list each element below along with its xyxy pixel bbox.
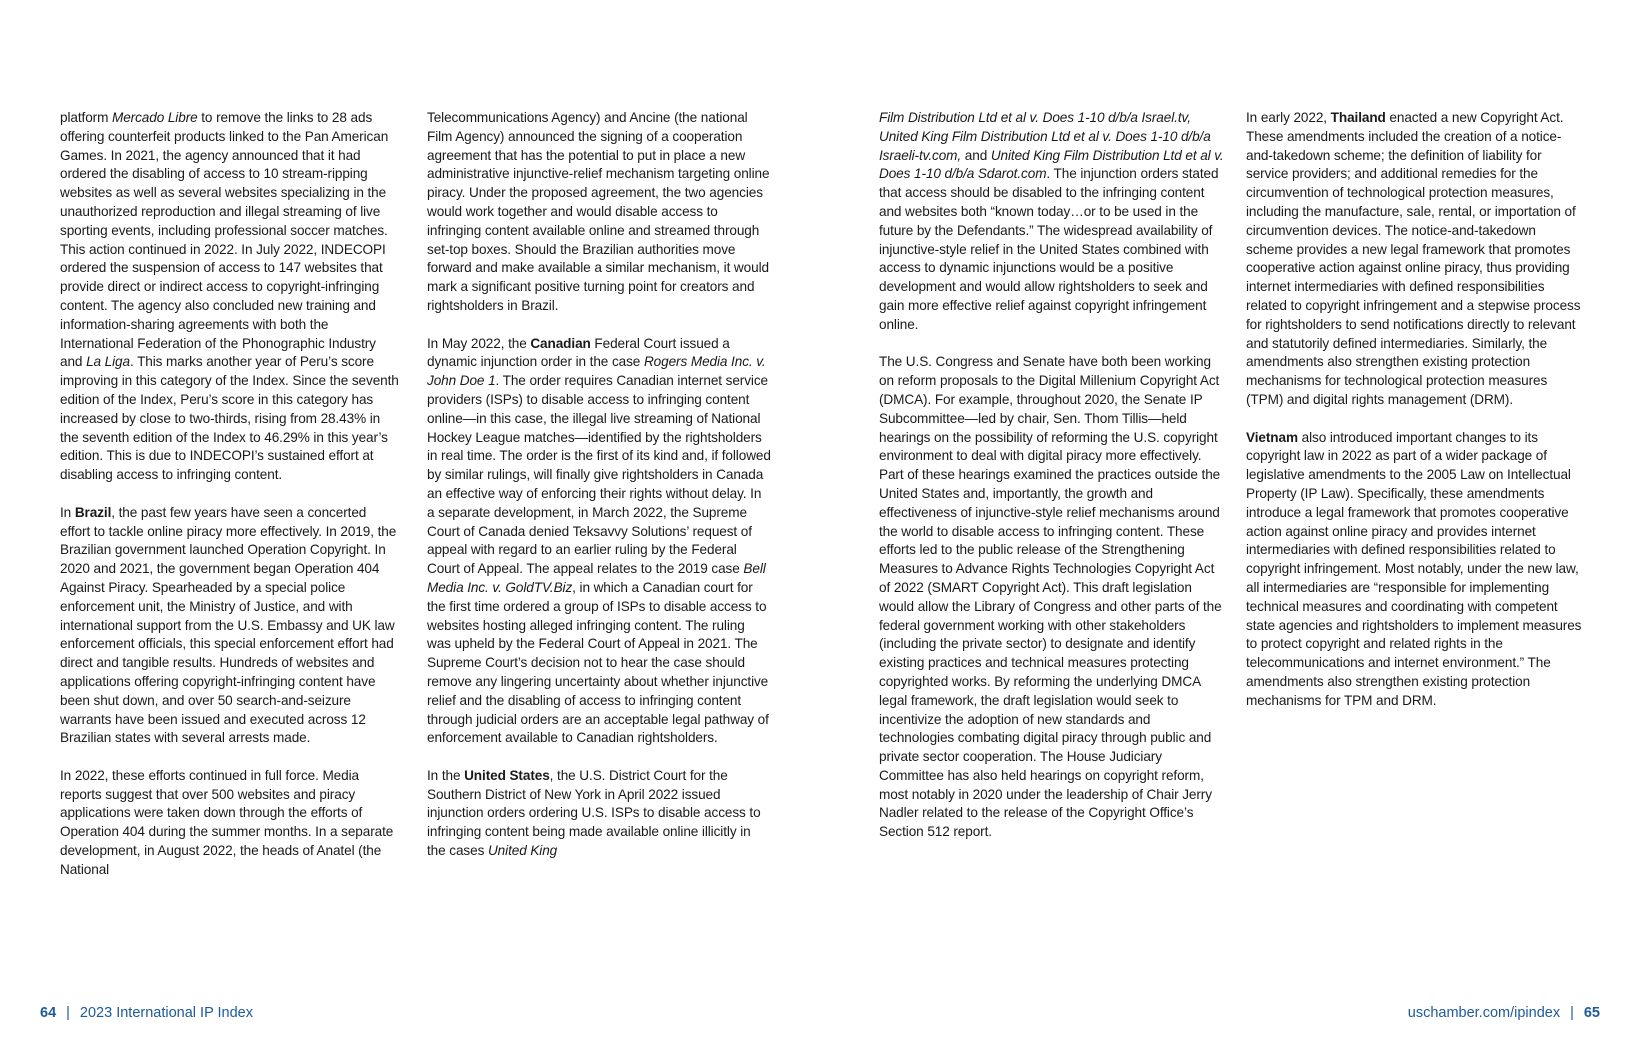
paragraph bbox=[427, 767, 772, 861]
bold-text: Vietnam bbox=[1246, 429, 1298, 445]
text-run: Telecommunications Agency) and Ancine (the national Film Agency) announced the signing of a cooperation agreement that has the potential to put in place a new administrative injunctive-relief mechanism targeting online piracy. Under the proposed agreement, the two agencies would work together and would disable access to infringing content available online and streamed through set-top boxes. Should the Brazilian authorities move forward and make available a similar mechanism, it would mark a significant positive turning point for creators and rightsholders in Brazil. bbox=[427, 110, 770, 313]
left-footer bbox=[40, 1005, 253, 1021]
text-run: . The injunction orders stated that access should be disabled to the infringing content and websites both “known today…or to be used in the future by the Defendants.” The widespread availability of injunctive-style relief in the United States combined with access to dynamic injunctions would be a positive development and would allow rightsholders to seek and gain more effective relief against copyright infringement online. bbox=[879, 166, 1219, 332]
footer-separator: | bbox=[66, 1005, 70, 1021]
bold-text: Brazil bbox=[74, 504, 112, 520]
italic-text: Bell Media Inc. v. GoldTV.Biz bbox=[427, 561, 766, 595]
right-footer bbox=[1408, 1005, 1600, 1021]
italic-text: La Liga bbox=[86, 354, 130, 370]
text-run: In bbox=[60, 504, 75, 520]
text-run: , the U.S. District Court for the Southern District of New York in April 2022 issued injunction orders ordering U.S. ISPs to disable access to infringing content being made available online illicitly in the cases bbox=[427, 767, 761, 859]
text-run: , in which a Canadian court for the first time ordered a group of ISPs to disable access to websites hosting alleged infringing content. The ruling was upheld by the Federal Court of Appeal in 2021. The Supreme Court’s decision not to hear the case should remove any lingering uncertainty about whether injunctive relief and the disabling of access to infringing content through judicial orders are an acceptable legal pathway of enforcement available to Canadian rightsholders. bbox=[427, 579, 769, 746]
page-number-left: 64 bbox=[40, 1005, 57, 1021]
bold-text: Canadian bbox=[530, 335, 591, 351]
italic-text: Rogers Media Inc. v. John Doe 1 bbox=[427, 354, 766, 389]
text-run: enacted a new Copyright Act. These amendments included the creation of a notice-and-takedown scheme; the definition of liability for service providers; and additional remedies for the circumvention of technological protection measures, including the manufacture, sale, rental, or importation of circumvention devices. The notice-and-takedown scheme provides a new legal framework that promotes cooperative action against online piracy, thus providing internet intermediaries with defined responsibilities related to copyright infringement and a stepwise process for rightsholders to send notifications directly to relevant and statutorily defined intermediaries. Similarly, the amendments also strengthen existing protection mechanisms for technological protection measures (TPM) and digital rights management (DRM). bbox=[1246, 110, 1581, 407]
text-run: In early 2022, bbox=[1246, 110, 1331, 125]
paragraph bbox=[1246, 429, 1586, 711]
text-run: and bbox=[961, 147, 991, 163]
text-run: The U.S. Congress and Senate have both been working on reform proposals to the Digital Millenium Copyright Act (DMCA). For example, throughout 2020, the Senate IP Subcommittee—led by chair, Sen. Thom Tillis—held hearings on the possibility of reforming the U.S. copyright environment to deal with digital piracy more effectively. Part of these hearings examined the practices outside the United States and, importantly, the growth and effectiveness of injunctive-style relief mechanisms around the world to disable access to infringing content. These efforts led to the public release of the Strengthening Measures to Advance Rights Technologies Copyright Act of 2022 (SMART Copyright Act). This draft legislation would allow the Library of Congress and other parts of the federal government working with other stakeholders (including the private sector) to designate and identify existing practices and technical measures protecting copyrighted works. By reforming the underlying DMCA legal framework, the draft legislation would seek to incentivize the adoption of new standards and technologies combating digital piracy through public and private sector cooperation. The House Judiciary Committee has also held hearings on copyright reform, most notably in 2020 under the leadership of Chair Jerry Nadler related to the release of the Copyright Office’s Section 512 report. bbox=[879, 354, 1222, 840]
footer-separator: | bbox=[1570, 1005, 1574, 1021]
text-run: platform bbox=[60, 110, 112, 125]
text-run: to remove the links to 28 ads offering counterfeit products linked to the Pan American Games. In 2021, the agency announced that it had ordered the disabling of access to 10 stream-ripping websites as well as several websites specializing in the unauthorized reproduction and illegal streaming of live sporting events, including professional soccer matches. This action continued in 2022. In July 2022, INDECOPI ordered the suspension of access to 147 websites that provide direct or indirect access to copyright-infringing content. The agency also concluded new training and information-sharing agreements with both the International Federation of the Phonographic Industry and bbox=[60, 110, 389, 370]
text-column-2 bbox=[427, 109, 772, 861]
italic-text: Mercado Libre bbox=[111, 110, 198, 125]
text-run: , the past few years have seen a concerted effort to tackle online piracy more effectively. In 2019, the Brazilian government launched Operation Copyright. In 2020 and 2021, the government began Operation 404 Against Piracy. Spearheaded by a special police enforcement unit, the Ministry of Justice, and with international support from the U.S. Embassy and UK law enforcement officials, this special enforcement effort had direct and tangible results. Hundreds of websites and applications offering copyright-infringing content have been shut down, and over 50 search-and-seizure warrants have been issued and executed across 12 Brazilian states with several arrests made. bbox=[60, 504, 397, 746]
paragraph bbox=[60, 109, 400, 485]
italic-text: United King Film Distribution Ltd et al v. Does 1-10 d/b/a Sdarot.com bbox=[879, 147, 1224, 182]
paragraph bbox=[1246, 109, 1586, 410]
bold-text: Thailand bbox=[1330, 110, 1386, 125]
website-url: uschamber.com/ipindex bbox=[1407, 1005, 1561, 1021]
text-run: also introduced important changes to its copyright law in 2022 as part of a wider package of legislative amendments to the 2005 Law on Intellectual Property (IP Law). Specifically, these amendments introduce a legal framework that promotes cooperative action against online piracy and provides internet intermediaries with defined responsibilities related to copyright infringement. Most notably, under the new law, all intermediaries are “responsible for implementing technical measures and coordinating with competent state agencies and rightsholders to implement measures to protect copyright and related rights in the telecommunications and internet environment.” The amendments also strengthen existing protection mechanisms for TPM and DRM. bbox=[1246, 429, 1582, 708]
bold-text: United States bbox=[464, 767, 550, 783]
text-run: In 2022, these efforts continued in full force. Media reports suggest that over 500 websites and piracy applications were taken down through the efforts of Operation 404 during the summer months. In a separate development, in August 2022, the heads of Anatel (the National bbox=[60, 767, 394, 877]
text-column-3 bbox=[879, 109, 1224, 842]
page-number-right: 65 bbox=[1583, 1005, 1600, 1021]
paragraph bbox=[879, 353, 1224, 842]
text-run: In May 2022, the bbox=[427, 335, 531, 351]
text-column-4 bbox=[1246, 109, 1586, 711]
italic-text: Film Distribution Ltd et al v. Does 1-10 d/b/a Israel.tv, United King Film Distribution Ltd et al v. Does 1-10 d/b/a Israeli-tv.com, bbox=[879, 110, 1211, 163]
paragraph bbox=[60, 767, 400, 880]
text-run: Federal Court issued a dynamic injunction order in the case bbox=[427, 335, 730, 370]
paragraph bbox=[879, 109, 1224, 335]
text-column-1 bbox=[60, 109, 400, 880]
text-run: In the bbox=[427, 767, 465, 783]
paragraph bbox=[427, 335, 772, 749]
text-run: . The order requires Canadian internet service providers (ISPs) to disable access to infringing content online—in this case, the illegal live streaming of National Hockey League matches—identified by the rightsholders in real time. The order is the first of its kind and, if followed by similar rulings, will finally give rightsholders in Canada an effective way of enforcing their rights without delay. In a separate development, in March 2022, the Supreme Court of Canada denied Teksavvy Solutions’ request of appeal with regard to an earlier ruling by the Federal Court of Appeal. The appeal relates to the 2019 case bbox=[427, 373, 771, 577]
italic-text: United King bbox=[487, 843, 558, 859]
paragraph bbox=[427, 109, 772, 316]
paragraph bbox=[60, 504, 400, 748]
publication-title: 2023 International IP Index bbox=[79, 1005, 253, 1021]
text-run: . This marks another year of Peru’s score improving in this category of the Index. Since the seventh edition of the Index, Peru’s score in this category has increased by close to two-thirds, rising from 28.43% in the seventh edition of the Index to 46.29% in this year’s edition. This is due to INDECOPI’s sustained effort at disabling access to infringing content. bbox=[60, 354, 399, 483]
